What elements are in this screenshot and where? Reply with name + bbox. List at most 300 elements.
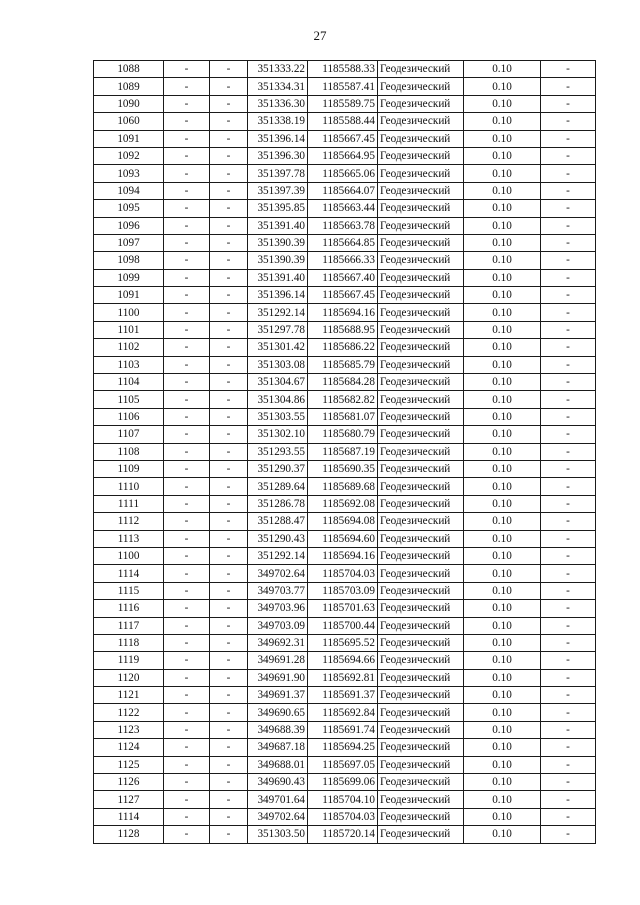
point-number-cell: 1098 — [94, 252, 164, 269]
dash-cell: - — [164, 565, 210, 582]
method-cell: Геодезический — [378, 113, 464, 130]
x-coordinate-cell: 351396.14 — [248, 130, 308, 147]
dash-cell: - — [210, 61, 248, 78]
accuracy-cell: 0.10 — [464, 808, 541, 825]
method-cell: Геодезический — [378, 704, 464, 721]
dash-cell: - — [210, 391, 248, 408]
dash-cell: - — [541, 287, 596, 304]
point-number-cell: 1088 — [94, 61, 164, 78]
dash-cell: - — [541, 774, 596, 791]
dash-cell: - — [164, 756, 210, 773]
x-coordinate-cell: 349690.65 — [248, 704, 308, 721]
point-number-cell: 1093 — [94, 165, 164, 182]
page-number: 27 — [313, 28, 327, 43]
dash-cell: - — [164, 304, 210, 321]
method-cell: Геодезический — [378, 408, 464, 425]
point-number-cell: 1092 — [94, 147, 164, 164]
dash-cell: - — [164, 408, 210, 425]
dash-cell: - — [164, 130, 210, 147]
table-row — [94, 582, 596, 599]
x-coordinate-cell: 351390.39 — [248, 252, 308, 269]
table-row — [94, 634, 596, 651]
x-coordinate-cell: 351304.86 — [248, 391, 308, 408]
accuracy-cell: 0.10 — [464, 217, 541, 234]
y-coordinate-cell: 1185667.45 — [308, 287, 378, 304]
dash-cell: - — [541, 200, 596, 217]
table-row — [94, 513, 596, 530]
table-row — [94, 721, 596, 738]
x-coordinate-cell: 349687.18 — [248, 739, 308, 756]
accuracy-cell: 0.10 — [464, 252, 541, 269]
dash-cell: - — [541, 408, 596, 425]
point-number-cell: 1128 — [94, 826, 164, 843]
point-number-cell: 1097 — [94, 234, 164, 251]
accuracy-cell: 0.10 — [464, 321, 541, 338]
dash-cell: - — [541, 78, 596, 95]
dash-cell: - — [210, 287, 248, 304]
accuracy-cell: 0.10 — [464, 182, 541, 199]
table-row — [94, 530, 596, 547]
method-cell: Геодезический — [378, 565, 464, 582]
method-cell: Геодезический — [378, 165, 464, 182]
y-coordinate-cell: 1185694.60 — [308, 530, 378, 547]
y-coordinate-cell: 1185588.44 — [308, 113, 378, 130]
x-coordinate-cell: 351338.19 — [248, 113, 308, 130]
method-cell: Геодезический — [378, 547, 464, 564]
dash-cell: - — [541, 374, 596, 391]
accuracy-cell: 0.10 — [464, 200, 541, 217]
dash-cell: - — [164, 182, 210, 199]
dash-cell: - — [541, 600, 596, 617]
point-number-cell: 1115 — [94, 582, 164, 599]
table-row — [94, 95, 596, 112]
y-coordinate-cell: 1185667.45 — [308, 130, 378, 147]
x-coordinate-cell: 349688.39 — [248, 721, 308, 738]
point-number-cell: 1100 — [94, 547, 164, 564]
dash-cell: - — [210, 147, 248, 164]
dash-cell: - — [210, 339, 248, 356]
point-number-cell: 1120 — [94, 669, 164, 686]
table-row — [94, 600, 596, 617]
dash-cell: - — [210, 200, 248, 217]
dash-cell: - — [541, 61, 596, 78]
table-row — [94, 78, 596, 95]
y-coordinate-cell: 1185682.82 — [308, 391, 378, 408]
dash-cell: - — [210, 234, 248, 251]
dash-cell: - — [541, 182, 596, 199]
dash-cell: - — [164, 165, 210, 182]
y-coordinate-cell: 1185664.07 — [308, 182, 378, 199]
accuracy-cell: 0.10 — [464, 443, 541, 460]
accuracy-cell: 0.10 — [464, 774, 541, 791]
dash-cell: - — [210, 774, 248, 791]
y-coordinate-cell: 1185663.44 — [308, 200, 378, 217]
dash-cell: - — [164, 200, 210, 217]
dash-cell: - — [541, 443, 596, 460]
y-coordinate-cell: 1185704.10 — [308, 791, 378, 808]
table-row — [94, 478, 596, 495]
method-cell: Геодезический — [378, 339, 464, 356]
dash-cell: - — [210, 321, 248, 338]
x-coordinate-cell: 351302.10 — [248, 426, 308, 443]
table-row — [94, 165, 596, 182]
accuracy-cell: 0.10 — [464, 78, 541, 95]
accuracy-cell: 0.10 — [464, 547, 541, 564]
y-coordinate-cell: 1185589.75 — [308, 95, 378, 112]
method-cell: Геодезический — [378, 600, 464, 617]
dash-cell: - — [210, 408, 248, 425]
x-coordinate-cell: 351303.08 — [248, 356, 308, 373]
dash-cell: - — [210, 739, 248, 756]
y-coordinate-cell: 1185666.33 — [308, 252, 378, 269]
x-coordinate-cell: 351297.78 — [248, 321, 308, 338]
method-cell: Геодезический — [378, 652, 464, 669]
x-coordinate-cell: 349691.90 — [248, 669, 308, 686]
y-coordinate-cell: 1185695.52 — [308, 634, 378, 651]
dash-cell: - — [541, 269, 596, 286]
x-coordinate-cell: 349702.64 — [248, 808, 308, 825]
table-row — [94, 321, 596, 338]
dash-cell: - — [210, 478, 248, 495]
dash-cell: - — [164, 443, 210, 460]
point-number-cell: 1121 — [94, 687, 164, 704]
method-cell: Геодезический — [378, 687, 464, 704]
y-coordinate-cell: 1185692.81 — [308, 669, 378, 686]
method-cell: Геодезический — [378, 234, 464, 251]
method-cell: Геодезический — [378, 321, 464, 338]
table-row — [94, 217, 596, 234]
point-number-cell: 1096 — [94, 217, 164, 234]
accuracy-cell: 0.10 — [464, 634, 541, 651]
method-cell: Геодезический — [378, 356, 464, 373]
table-row — [94, 617, 596, 634]
dash-cell: - — [164, 669, 210, 686]
dash-cell: - — [164, 147, 210, 164]
y-coordinate-cell: 1185588.33 — [308, 61, 378, 78]
method-cell: Геодезический — [378, 130, 464, 147]
point-number-cell: 1090 — [94, 95, 164, 112]
accuracy-cell: 0.10 — [464, 582, 541, 599]
dash-cell: - — [164, 287, 210, 304]
dash-cell: - — [210, 217, 248, 234]
accuracy-cell: 0.10 — [464, 165, 541, 182]
accuracy-cell: 0.10 — [464, 304, 541, 321]
dash-cell: - — [210, 687, 248, 704]
y-coordinate-cell: 1185681.07 — [308, 408, 378, 425]
method-cell: Геодезический — [378, 774, 464, 791]
dash-cell: - — [210, 652, 248, 669]
x-coordinate-cell: 351290.43 — [248, 530, 308, 547]
dash-cell: - — [541, 565, 596, 582]
y-coordinate-cell: 1185690.35 — [308, 460, 378, 477]
x-coordinate-cell: 351336.30 — [248, 95, 308, 112]
table-row — [94, 234, 596, 251]
dash-cell: - — [541, 460, 596, 477]
dash-cell: - — [210, 113, 248, 130]
point-number-cell: 1113 — [94, 530, 164, 547]
point-number-cell: 1105 — [94, 391, 164, 408]
dash-cell: - — [210, 721, 248, 738]
dash-cell: - — [541, 826, 596, 843]
method-cell: Геодезический — [378, 582, 464, 599]
point-number-cell: 1114 — [94, 808, 164, 825]
table-row — [94, 252, 596, 269]
dash-cell: - — [210, 826, 248, 843]
dash-cell: - — [164, 808, 210, 825]
method-cell: Геодезический — [378, 826, 464, 843]
dash-cell: - — [210, 95, 248, 112]
method-cell: Геодезический — [378, 61, 464, 78]
x-coordinate-cell: 349702.64 — [248, 565, 308, 582]
dash-cell: - — [541, 756, 596, 773]
dash-cell: - — [210, 530, 248, 547]
dash-cell: - — [164, 321, 210, 338]
y-coordinate-cell: 1185691.74 — [308, 721, 378, 738]
y-coordinate-cell: 1185664.95 — [308, 147, 378, 164]
dash-cell: - — [541, 617, 596, 634]
accuracy-cell: 0.10 — [464, 339, 541, 356]
accuracy-cell: 0.10 — [464, 652, 541, 669]
accuracy-cell: 0.10 — [464, 408, 541, 425]
dash-cell: - — [164, 234, 210, 251]
method-cell: Геодезический — [378, 791, 464, 808]
accuracy-cell: 0.10 — [464, 61, 541, 78]
y-coordinate-cell: 1185720.14 — [308, 826, 378, 843]
x-coordinate-cell: 351304.67 — [248, 374, 308, 391]
accuracy-cell: 0.10 — [464, 478, 541, 495]
dash-cell: - — [541, 113, 596, 130]
dash-cell: - — [210, 374, 248, 391]
dash-cell: - — [164, 391, 210, 408]
y-coordinate-cell: 1185688.95 — [308, 321, 378, 338]
dash-cell: - — [210, 582, 248, 599]
x-coordinate-cell: 351391.40 — [248, 217, 308, 234]
point-number-cell: 1091 — [94, 287, 164, 304]
dash-cell: - — [164, 426, 210, 443]
dash-cell: - — [164, 339, 210, 356]
x-coordinate-cell: 351397.78 — [248, 165, 308, 182]
point-number-cell: 1089 — [94, 78, 164, 95]
y-coordinate-cell: 1185694.16 — [308, 547, 378, 564]
table-row — [94, 704, 596, 721]
point-number-cell: 1114 — [94, 565, 164, 582]
table-row — [94, 182, 596, 199]
y-coordinate-cell: 1185692.08 — [308, 495, 378, 512]
method-cell: Геодезический — [378, 426, 464, 443]
dash-cell: - — [541, 321, 596, 338]
x-coordinate-cell: 349688.01 — [248, 756, 308, 773]
table-row — [94, 687, 596, 704]
accuracy-cell: 0.10 — [464, 269, 541, 286]
y-coordinate-cell: 1185701.63 — [308, 600, 378, 617]
accuracy-cell: 0.10 — [464, 739, 541, 756]
method-cell: Геодезический — [378, 513, 464, 530]
method-cell: Геодезический — [378, 443, 464, 460]
dash-cell: - — [210, 669, 248, 686]
method-cell: Геодезический — [378, 756, 464, 773]
y-coordinate-cell: 1185680.79 — [308, 426, 378, 443]
dash-cell: - — [210, 356, 248, 373]
table-row — [94, 61, 596, 78]
table-row — [94, 269, 596, 286]
accuracy-cell: 0.10 — [464, 565, 541, 582]
point-number-cell: 1119 — [94, 652, 164, 669]
point-number-cell: 1124 — [94, 739, 164, 756]
dash-cell: - — [210, 443, 248, 460]
dash-cell: - — [541, 530, 596, 547]
dash-cell: - — [164, 652, 210, 669]
y-coordinate-cell: 1185699.06 — [308, 774, 378, 791]
y-coordinate-cell: 1185686.22 — [308, 339, 378, 356]
y-coordinate-cell: 1185685.79 — [308, 356, 378, 373]
dash-cell: - — [164, 582, 210, 599]
y-coordinate-cell: 1185691.37 — [308, 687, 378, 704]
x-coordinate-cell: 351290.37 — [248, 460, 308, 477]
dash-cell: - — [164, 513, 210, 530]
dash-cell: - — [164, 252, 210, 269]
dash-cell: - — [210, 130, 248, 147]
x-coordinate-cell: 351397.39 — [248, 182, 308, 199]
point-number-cell: 1118 — [94, 634, 164, 651]
table-row — [94, 808, 596, 825]
y-coordinate-cell: 1185694.66 — [308, 652, 378, 669]
point-number-cell: 1094 — [94, 182, 164, 199]
dash-cell: - — [541, 721, 596, 738]
table-row — [94, 547, 596, 564]
point-number-cell: 1112 — [94, 513, 164, 530]
method-cell: Геодезический — [378, 269, 464, 286]
x-coordinate-cell: 351333.22 — [248, 61, 308, 78]
accuracy-cell: 0.10 — [464, 234, 541, 251]
x-coordinate-cell: 351396.30 — [248, 147, 308, 164]
method-cell: Геодезический — [378, 460, 464, 477]
method-cell: Геодезический — [378, 391, 464, 408]
dash-cell: - — [164, 704, 210, 721]
y-coordinate-cell: 1185684.28 — [308, 374, 378, 391]
accuracy-cell: 0.10 — [464, 600, 541, 617]
dash-cell: - — [541, 582, 596, 599]
dash-cell: - — [541, 339, 596, 356]
method-cell: Геодезический — [378, 808, 464, 825]
dash-cell: - — [541, 652, 596, 669]
point-number-cell: 1108 — [94, 443, 164, 460]
table-row — [94, 200, 596, 217]
x-coordinate-cell: 349691.28 — [248, 652, 308, 669]
table-row — [94, 408, 596, 425]
dash-cell: - — [164, 61, 210, 78]
dash-cell: - — [541, 147, 596, 164]
y-coordinate-cell: 1185700.44 — [308, 617, 378, 634]
y-coordinate-cell: 1185704.03 — [308, 808, 378, 825]
x-coordinate-cell: 351293.55 — [248, 443, 308, 460]
point-number-cell: 1099 — [94, 269, 164, 286]
dash-cell: - — [541, 478, 596, 495]
dash-cell: - — [210, 269, 248, 286]
dash-cell: - — [541, 165, 596, 182]
table-row — [94, 774, 596, 791]
method-cell: Геодезический — [378, 669, 464, 686]
y-coordinate-cell: 1185694.16 — [308, 304, 378, 321]
method-cell: Геодезический — [378, 252, 464, 269]
point-number-cell: 1095 — [94, 200, 164, 217]
x-coordinate-cell: 349703.77 — [248, 582, 308, 599]
dash-cell: - — [541, 791, 596, 808]
dash-cell: - — [164, 495, 210, 512]
point-number-cell: 1109 — [94, 460, 164, 477]
accuracy-cell: 0.10 — [464, 704, 541, 721]
dash-cell: - — [210, 617, 248, 634]
table-row — [94, 565, 596, 582]
dash-cell: - — [164, 617, 210, 634]
x-coordinate-cell: 349701.64 — [248, 791, 308, 808]
x-coordinate-cell: 349703.09 — [248, 617, 308, 634]
accuracy-cell: 0.10 — [464, 130, 541, 147]
dash-cell: - — [210, 513, 248, 530]
dash-cell: - — [210, 182, 248, 199]
method-cell: Геодезический — [378, 304, 464, 321]
dash-cell: - — [210, 252, 248, 269]
dash-cell: - — [541, 234, 596, 251]
method-cell: Геодезический — [378, 530, 464, 547]
dash-cell: - — [164, 374, 210, 391]
y-coordinate-cell: 1185667.40 — [308, 269, 378, 286]
method-cell: Геодезический — [378, 374, 464, 391]
x-coordinate-cell: 351301.42 — [248, 339, 308, 356]
dash-cell: - — [541, 391, 596, 408]
x-coordinate-cell: 351395.85 — [248, 200, 308, 217]
dash-cell: - — [164, 217, 210, 234]
x-coordinate-cell: 349703.96 — [248, 600, 308, 617]
dash-cell: - — [541, 687, 596, 704]
method-cell: Геодезический — [378, 217, 464, 234]
accuracy-cell: 0.10 — [464, 391, 541, 408]
method-cell: Геодезический — [378, 634, 464, 651]
x-coordinate-cell: 351303.55 — [248, 408, 308, 425]
x-coordinate-cell: 349692.31 — [248, 634, 308, 651]
dash-cell: - — [210, 704, 248, 721]
dash-cell: - — [210, 634, 248, 651]
dash-cell: - — [164, 269, 210, 286]
y-coordinate-cell: 1185704.03 — [308, 565, 378, 582]
accuracy-cell: 0.10 — [464, 756, 541, 773]
table-row — [94, 739, 596, 756]
x-coordinate-cell: 351303.50 — [248, 826, 308, 843]
table-row — [94, 460, 596, 477]
accuracy-cell: 0.10 — [464, 791, 541, 808]
y-coordinate-cell: 1185587.41 — [308, 78, 378, 95]
x-coordinate-cell: 351289.64 — [248, 478, 308, 495]
dash-cell: - — [210, 460, 248, 477]
y-coordinate-cell: 1185692.84 — [308, 704, 378, 721]
table-row — [94, 304, 596, 321]
accuracy-cell: 0.10 — [464, 495, 541, 512]
accuracy-cell: 0.10 — [464, 617, 541, 634]
method-cell: Геодезический — [378, 95, 464, 112]
x-coordinate-cell: 351396.14 — [248, 287, 308, 304]
dash-cell: - — [541, 634, 596, 651]
x-coordinate-cell: 351391.40 — [248, 269, 308, 286]
method-cell: Геодезический — [378, 617, 464, 634]
table-row — [94, 652, 596, 669]
y-coordinate-cell: 1185703.09 — [308, 582, 378, 599]
dash-cell: - — [541, 95, 596, 112]
y-coordinate-cell: 1185689.68 — [308, 478, 378, 495]
point-number-cell: 1116 — [94, 600, 164, 617]
dash-cell: - — [541, 739, 596, 756]
method-cell: Геодезический — [378, 287, 464, 304]
table-row — [94, 756, 596, 773]
point-number-cell: 1106 — [94, 408, 164, 425]
